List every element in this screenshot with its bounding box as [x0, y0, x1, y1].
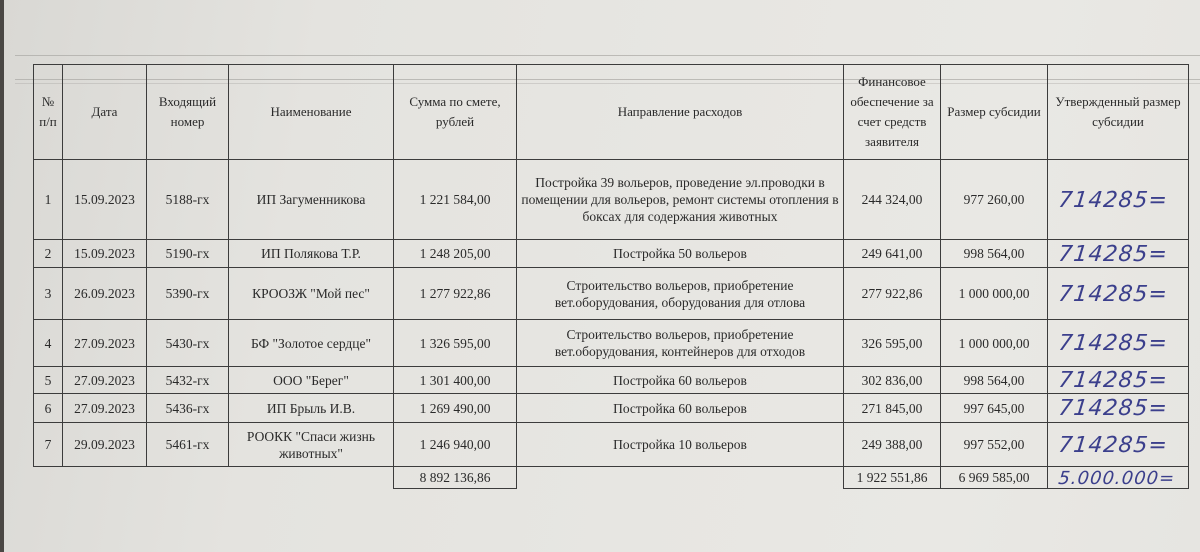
cell-incoming: 5430-гх [147, 320, 229, 367]
total-own-funds: 1 922 551,86 [844, 467, 941, 489]
table-row [34, 160, 1189, 240]
cell-approved-handwritten: 714285= [1045, 423, 1191, 467]
cell-num: 5 [34, 367, 63, 394]
cell-own-funds: 244 324,00 [844, 160, 941, 240]
header-row [34, 65, 1189, 160]
table-row [34, 423, 1189, 467]
cell-approved-handwritten: 714285= [1045, 268, 1191, 320]
cell-subsidy: 998 564,00 [941, 240, 1048, 268]
cell-own-funds: 302 836,00 [844, 367, 941, 394]
header-approved: Утвержденный размер субсидии [1048, 65, 1189, 160]
cell-incoming: 5461-гх [147, 423, 229, 467]
cell-date: 29.09.2023 [63, 423, 147, 467]
total-approved-handwritten: 5.000.000= [1046, 467, 1189, 489]
cell-date: 27.09.2023 [63, 320, 147, 367]
header-own-funds: Финансовое обеспечение за счет средств заявителя [844, 65, 941, 160]
cell-num: 1 [34, 160, 63, 240]
cell-num: 7 [34, 423, 63, 467]
header-estimate: Сумма по смете, рублей [394, 65, 517, 160]
cell-own-funds: 249 641,00 [844, 240, 941, 268]
cell-subsidy: 997 645,00 [941, 394, 1048, 423]
cell-date: 26.09.2023 [63, 268, 147, 320]
cell-own-funds: 249 388,00 [844, 423, 941, 467]
cell-purpose: Постройка 50 вольеров [517, 240, 844, 268]
header-name: Наименование [229, 65, 394, 160]
bleed-through-line [15, 55, 1200, 56]
table-row [34, 268, 1189, 320]
table-row [34, 367, 1189, 394]
header-subsidy: Размер субсидии [941, 65, 1048, 160]
cell-name: ИП Загуменникова [229, 160, 394, 240]
total-subsidy: 6 969 585,00 [941, 467, 1048, 489]
cell-approved-handwritten: 714285= [1046, 394, 1190, 423]
table-row [34, 240, 1189, 268]
cell-purpose: Строительство вольеров, приобретение вет.оборудования, контейнеров для отходов [517, 320, 844, 367]
totals-spacer [34, 467, 394, 489]
cell-date: 27.09.2023 [63, 367, 147, 394]
cell-estimate: 1 269 490,00 [394, 394, 517, 423]
cell-subsidy: 997 552,00 [941, 423, 1048, 467]
cell-num: 2 [34, 240, 63, 268]
header-date: Дата [63, 65, 147, 160]
cell-incoming: 5432-гх [147, 367, 229, 394]
cell-estimate: 1 221 584,00 [394, 160, 517, 240]
cell-name: ИП Полякова Т.Р. [229, 240, 394, 268]
cell-approved-handwritten: 714285= [1043, 160, 1192, 240]
cell-estimate: 1 277 922,86 [394, 268, 517, 320]
cell-approved-handwritten: 714285= [1046, 240, 1190, 268]
cell-subsidy: 1 000 000,00 [941, 320, 1048, 367]
cell-name: КРООЗЖ "Мой пес" [229, 268, 394, 320]
totals-row [34, 467, 1189, 489]
cell-purpose: Постройка 10 вольеров [517, 423, 844, 467]
cell-num: 4 [34, 320, 63, 367]
cell-incoming: 5190-гх [147, 240, 229, 268]
cell-subsidy: 1 000 000,00 [941, 268, 1048, 320]
cell-purpose: Строительство вольеров, приобретение вет.оборудования, оборудования для отлова [517, 268, 844, 320]
cell-incoming: 5188-гх [147, 160, 229, 240]
cell-incoming: 5436-гх [147, 394, 229, 423]
subsidy-table [33, 64, 1189, 489]
cell-num: 3 [34, 268, 63, 320]
cell-own-funds: 271 845,00 [844, 394, 941, 423]
total-estimate: 8 892 136,86 [394, 467, 517, 489]
cell-purpose: Постройка 39 вольеров, проведение эл.проводки в помещении для вольеров, ремонт системы отопления в боксах для содержания животных [517, 160, 844, 240]
header-num: № п/п [34, 65, 63, 160]
cell-num: 6 [34, 394, 63, 423]
cell-incoming: 5390-гх [147, 268, 229, 320]
cell-estimate: 1 301 400,00 [394, 367, 517, 394]
cell-own-funds: 277 922,86 [844, 268, 941, 320]
totals-spacer [517, 467, 844, 489]
cell-name: ООО "Берег" [229, 367, 394, 394]
cell-approved-handwritten: 714285= [1045, 320, 1191, 367]
header-incoming: Входящий номер [147, 65, 229, 160]
cell-estimate: 1 326 595,00 [394, 320, 517, 367]
cell-name: ИП Брыль И.В. [229, 394, 394, 423]
cell-purpose: Постройка 60 вольеров [517, 367, 844, 394]
cell-name: РООКК "Спаси жизнь животных" [229, 423, 394, 467]
cell-date: 27.09.2023 [63, 394, 147, 423]
cell-date: 15.09.2023 [63, 160, 147, 240]
cell-own-funds: 326 595,00 [844, 320, 941, 367]
cell-name: БФ "Золотое сердце" [229, 320, 394, 367]
header-purpose: Направление расходов [517, 65, 844, 160]
table-row [34, 394, 1189, 423]
cell-subsidy: 977 260,00 [941, 160, 1048, 240]
cell-estimate: 1 246 940,00 [394, 423, 517, 467]
photo-edge [0, 0, 4, 552]
cell-approved-handwritten: 714285= [1046, 367, 1190, 394]
cell-purpose: Постройка 60 вольеров [517, 394, 844, 423]
table-row [34, 320, 1189, 367]
cell-date: 15.09.2023 [63, 240, 147, 268]
cell-estimate: 1 248 205,00 [394, 240, 517, 268]
cell-subsidy: 998 564,00 [941, 367, 1048, 394]
